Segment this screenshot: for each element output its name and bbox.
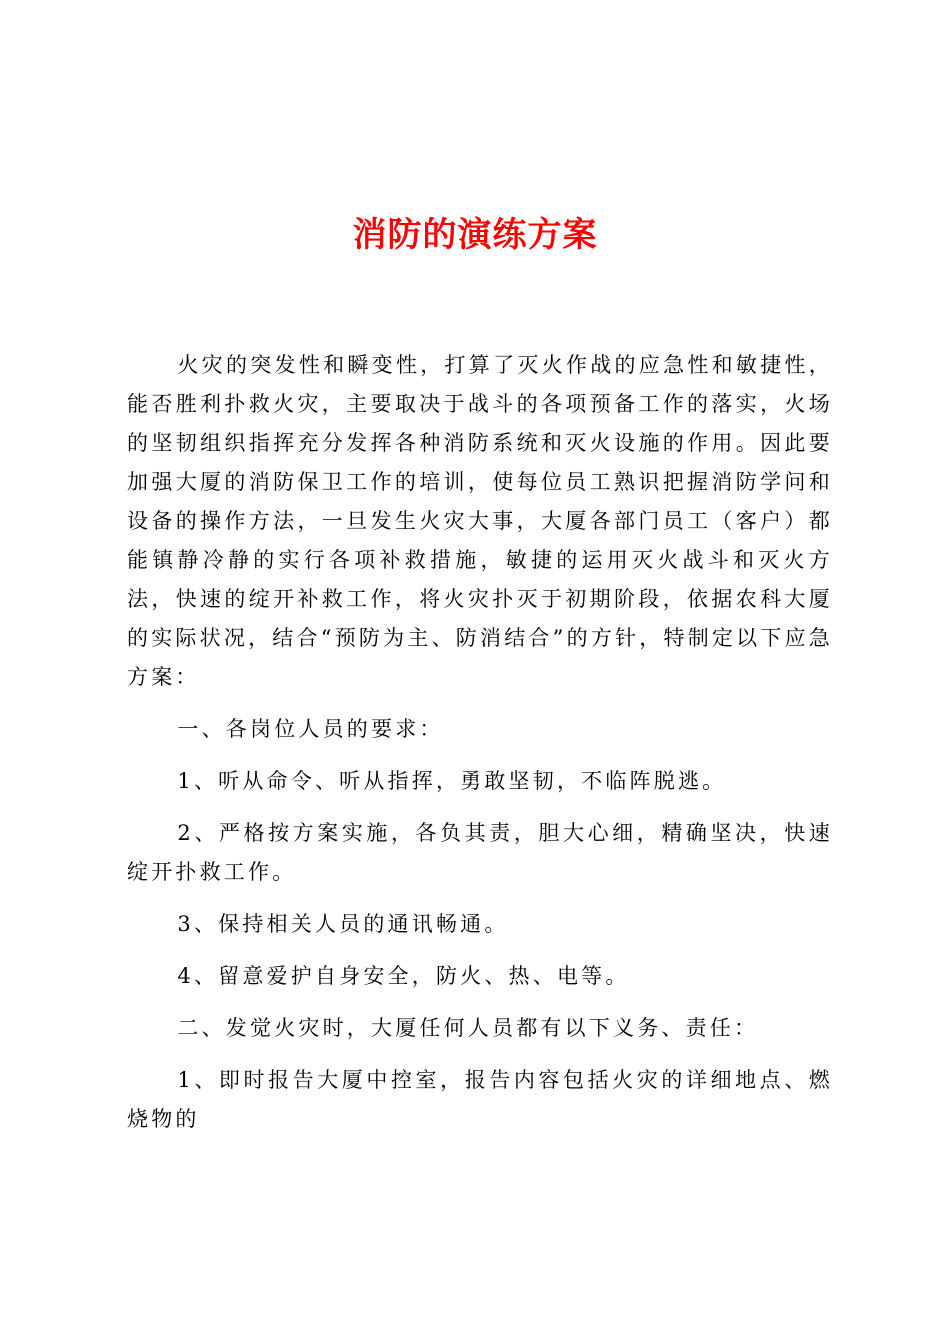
intro-paragraph: 火灾的突发性和瞬变性，打算了灭火作战的应急性和敏捷性，能否胜利扑救火灾，主要取决于战斗的各项预备工作的落实，火场的坚韧组织指挥充分发挥各种消防系统和灭火设施的作用。因此要加强大厦的消防保卫工作的培训，使每位员工熟识把握消防学问和设备的操作方法，一旦发生火灾大事，大厦各部门员工（客户）都能镇静冷静的实行各项补救措施，敏捷的运用灭火战斗和灭火方法，快速的绽开补救工作，将火灾扑灭于初期阶段，依据农科大厦的实际状况，结合“预防为主、防消结合”的方针，特制定以下应急方案： [127,353,833,689]
section-heading-1: 一、各岗位人员的要求： [177,717,444,741]
list-item: 2、严格按方案实施，各负其责，胆大心细，精确坚决，快速绽开扑救工作。 [127,821,833,884]
document-title: 消防的演练方案 [352,215,598,255]
section-heading-2: 二、发觉火灾时，大厦任何人员都有以下义务、责任： [177,1016,759,1040]
list-item: 3、保持相关人员的通讯畅通。 [177,912,509,936]
document-body [127,346,833,1152]
list-item: 4、留意爱护自身安全，防火、热、电等。 [177,964,630,988]
list-item: 1、即时报告大厦中控室，报告内容包括火灾的详细地点、燃烧物的 [127,1068,833,1131]
list-item: 1、听从命令、听从指挥，勇敢坚韧，不临阵脱逃。 [177,769,727,793]
